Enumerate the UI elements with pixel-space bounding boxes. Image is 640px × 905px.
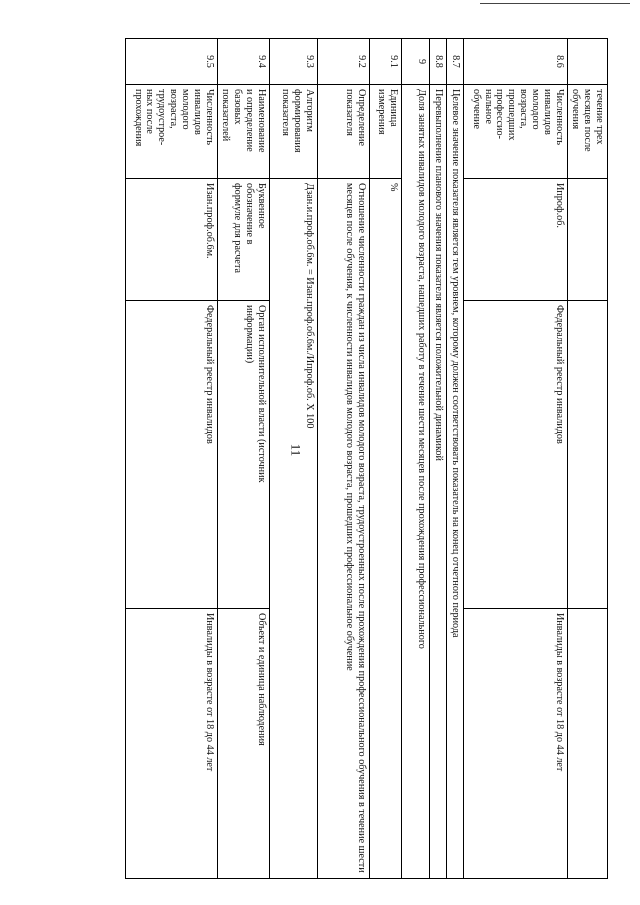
cell-source: Федеральный реестр инвалидов	[463, 301, 567, 609]
cell-symbol	[567, 179, 607, 301]
cell-label: Алгоритм формирования показателя	[269, 85, 317, 179]
table-row	[463, 39, 567, 879]
table-row	[567, 39, 607, 879]
table-row	[446, 39, 463, 879]
cell-num: 8.6	[463, 39, 567, 85]
table-row	[317, 39, 369, 879]
cell-num	[567, 39, 607, 85]
cell-num: 9.2	[317, 39, 369, 85]
cell-text: Целевое значение показателя является тем уровнем, которому должен соответствовать показатель на конец отчетного периода	[446, 85, 463, 879]
cell-num: 8.7	[446, 39, 463, 85]
cell-symbol: Ипроф.об.	[463, 179, 567, 301]
rotated-page-content	[83, 38, 608, 878]
cell-value: Отношение численности граждан из числа инвалидов молодого возраста, трудоустроенных после прохождения профессионального обучения в течение шести месяцев после обучения, к численности инвалидов молодого возраста, прошедших профессиональное обучение	[317, 179, 369, 879]
cell-label: течение трех месяцев после обучения	[567, 85, 607, 179]
cell-num: 9.1	[369, 39, 401, 85]
cell-symbol: Буквенное обозначение в формуле для расчета	[217, 179, 269, 301]
cell-num: 9	[401, 39, 429, 85]
table-row	[429, 39, 446, 879]
cell-value: Дзан.и.проф.об.6м. = Изан.проф.об.6м./Ипроф.об. Х 100	[269, 179, 317, 879]
table-row	[217, 39, 269, 879]
cell-num: 9.5	[125, 39, 217, 85]
table-row	[269, 39, 317, 879]
cell-source: Федеральный реестр инвалидов	[125, 301, 217, 609]
indicator-table	[125, 38, 608, 879]
cell-object: Объект и единица наблюдения	[217, 609, 269, 879]
cell-object	[567, 609, 607, 879]
cell-num: 8.8	[429, 39, 446, 85]
cell-label: Единица измерения	[369, 85, 401, 179]
cell-text: Перевыполнение планового значения показателя является положительной динамикой	[429, 85, 446, 879]
cell-text: Доля занятых инвалидов молодого возраста, нашедших работу в течение шести месяцев после прохождения профессионального	[401, 85, 429, 879]
table-row	[125, 39, 217, 879]
cell-value: %	[369, 179, 401, 879]
cell-num: 9.4	[217, 39, 269, 85]
cell-label: Наименование и определение базовых показателей	[217, 85, 269, 179]
cell-num: 9.3	[269, 39, 317, 85]
cell-symbol: Изан.проф.об.6м.	[125, 179, 217, 301]
cell-label: Определение показателя	[317, 85, 369, 179]
page-number: 11	[288, 443, 304, 457]
cell-label: Численность инвалидов молодого возраста, трудоустрое- ных после прохождения	[125, 85, 217, 179]
cell-label: Численность инвалидов молодого возраста, прошедших профессио- нальное обучение	[463, 85, 567, 179]
cell-object: Инвалиды в возрасте от 18 до 44 лет	[463, 609, 567, 879]
table-row	[401, 39, 429, 879]
cell-object: Инвалиды в возрасте от 18 до 44 лет	[125, 609, 217, 879]
cell-source	[567, 301, 607, 609]
table-row	[369, 39, 401, 879]
top-rule	[480, 3, 630, 4]
cell-source: Орган исполнительной власти (источник информации)	[217, 301, 269, 609]
